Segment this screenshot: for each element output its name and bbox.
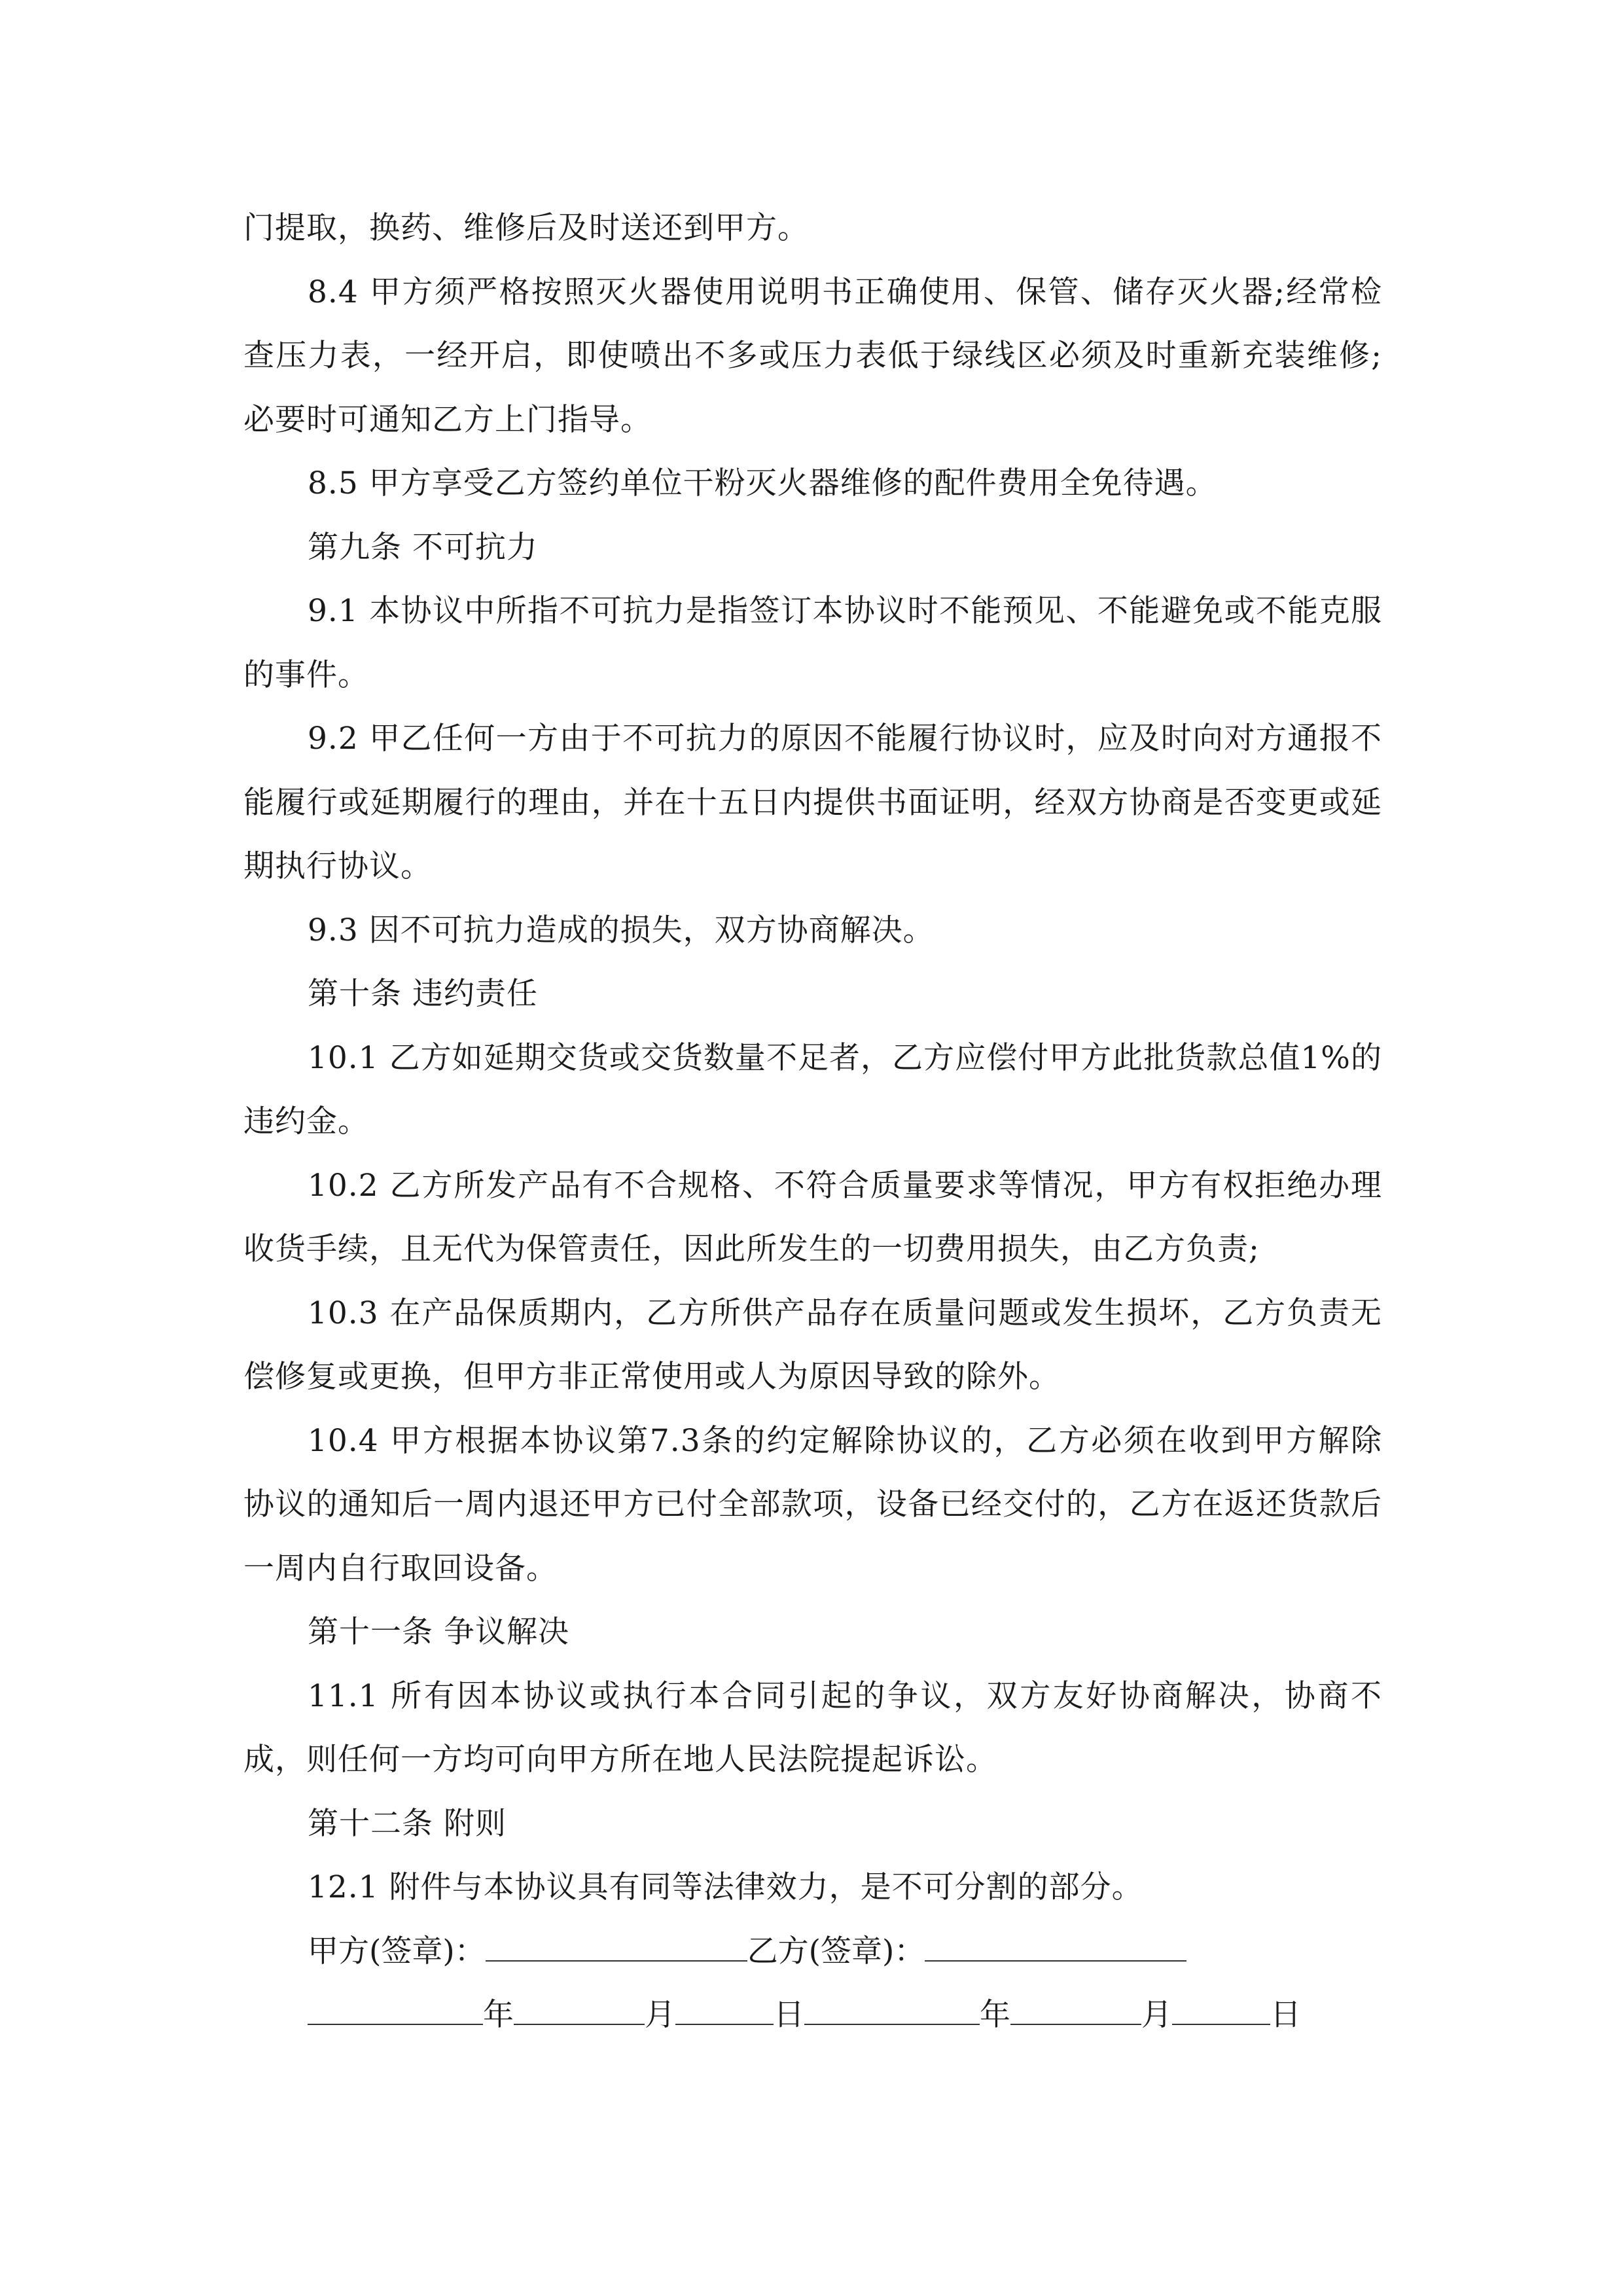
article-9-heading: 第九条 不可抗力 bbox=[308, 529, 538, 565]
month-label: 月 bbox=[645, 1997, 675, 2033]
party-b-signature-field[interactable] bbox=[925, 1926, 1186, 1962]
clause-9-3: 9.3 因不可抗力造成的损失，双方协商解决。 bbox=[308, 912, 935, 948]
party-a-signature-label: 甲方(签章)： bbox=[308, 1933, 486, 1969]
clause-9-2: 9.2 甲乙任何一方由于不可抗力的原因不能履行协议时，应及时向对方通报不能履行或延期履行的理由，并在十五日内提供书面证明，经双方协商是否变更或延期执行协议。 bbox=[243, 721, 1382, 884]
party-b-signature-label: 乙方(签章)： bbox=[747, 1933, 925, 1969]
document-body bbox=[243, 196, 1382, 2047]
signature-line bbox=[243, 1920, 1382, 1984]
party-b-year-field[interactable] bbox=[804, 1990, 980, 2025]
clause-9-1: 9.1 本协议中所指不可抗力是指签订本协议时不能预见、不能避免或不能克服的事件。 bbox=[243, 593, 1382, 693]
clause-10-3: 10.3 在产品保质期内，乙方所供产品存在质量问题或发生损坏，乙方负责无偿修复或更换，但甲方非正常使用或人为原因导致的除外。 bbox=[243, 1295, 1382, 1395]
clause-8-5: 8.5 甲方享受乙方签约单位干粉灭火器维修的配件费用全免待遇。 bbox=[308, 465, 1217, 501]
year-label: 年 bbox=[980, 1997, 1010, 2033]
clause-10-1: 10.1 乙方如延期交货或交货数量不足者，乙方应偿付甲方此批货款总值1%的违约金。 bbox=[243, 1039, 1382, 1139]
party-b-day-field[interactable] bbox=[1172, 1990, 1270, 2025]
party-a-month-field[interactable] bbox=[514, 1990, 645, 2025]
clause-10-2: 10.2 乙方所发产品有不合规格、不符合质量要求等情况，甲方有权拒绝办理收货手续，且无代为保管责任，因此所发生的一切费用损失，由乙方负责; bbox=[243, 1167, 1382, 1267]
day-label: 日 bbox=[774, 1997, 804, 2033]
date-line bbox=[243, 1983, 1382, 2047]
clause-11-1: 11.1 所有因本协议或执行本合同引起的争议，双方友好协商解决，协商不成，则任何一方均可向甲方所在地人民法院提起诉讼。 bbox=[243, 1677, 1382, 1778]
day-label: 日 bbox=[1270, 1997, 1301, 2033]
paragraph-continuation: 门提取，换药、维修后及时送还到甲方。 bbox=[243, 210, 809, 246]
clause-12-1: 12.1 附件与本协议具有同等法律效力，是不可分割的部分。 bbox=[308, 1869, 1143, 1905]
party-a-day-field[interactable] bbox=[675, 1990, 774, 2025]
month-label: 月 bbox=[1141, 1997, 1172, 2033]
party-a-signature-field[interactable] bbox=[486, 1926, 747, 1962]
article-11-heading: 第十一条 争议解决 bbox=[308, 1614, 569, 1650]
year-label: 年 bbox=[483, 1997, 514, 2033]
article-10-heading: 第十条 违约责任 bbox=[308, 976, 538, 1012]
party-b-month-field[interactable] bbox=[1010, 1990, 1141, 2025]
clause-10-4: 10.4 甲方根据本协议第7.3条的约定解除协议的，乙方必须在收到甲方解除协议的通知后一周内退还甲方已付全部款项，设备已经交付的，乙方在返还货款后一周内自行取回设备。 bbox=[243, 1422, 1382, 1587]
party-a-year-field[interactable] bbox=[308, 1990, 483, 2025]
article-12-heading: 第十二条 附则 bbox=[308, 1805, 507, 1842]
clause-8-4: 8.4 甲方须严格按照灭火器使用说明书正确使用、保管、储存灭火器;经常检查压力表，一经开启，即使喷出不多或压力表低于绿线区必须及时重新充装维修;必要时可通知乙方上门指导。 bbox=[243, 274, 1382, 438]
